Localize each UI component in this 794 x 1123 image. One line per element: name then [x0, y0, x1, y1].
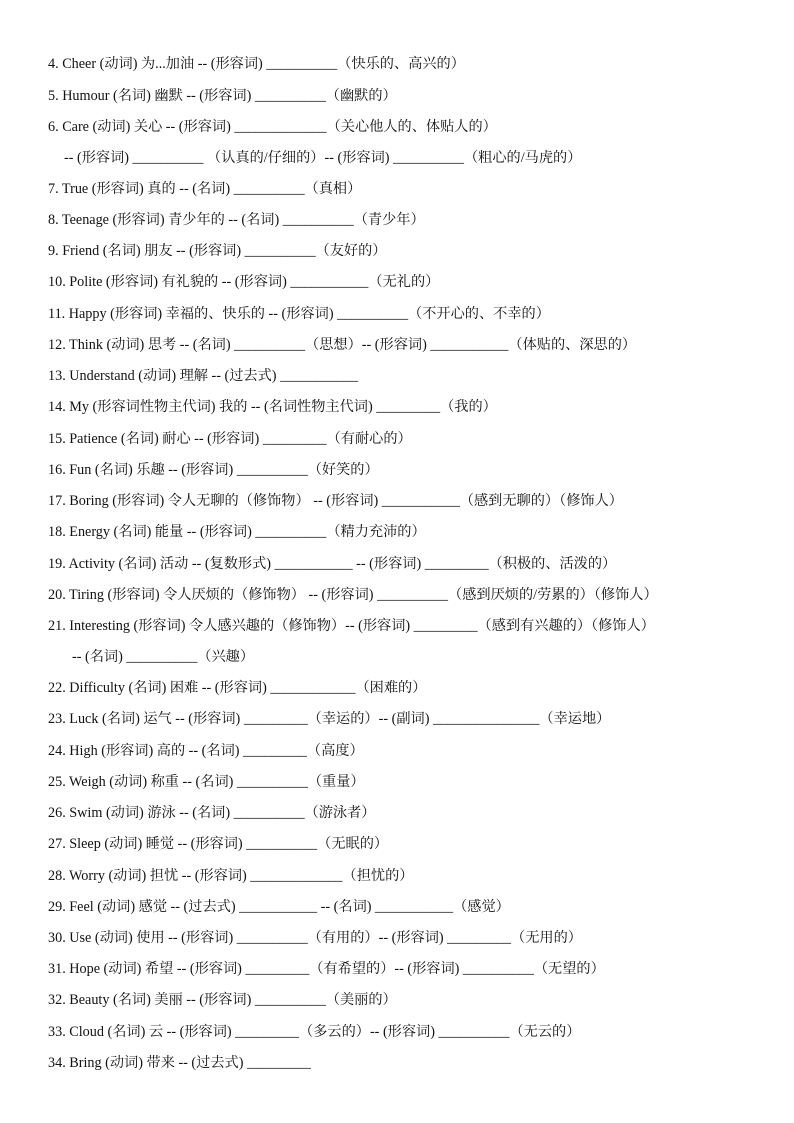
item-7: 7. True (形容词) 真的 -- (名词) __________（真相） [48, 181, 362, 197]
item-9: 9. Friend (名词) 朋友 -- (形容词) __________（友好的） [48, 243, 387, 259]
item-21-continuation: -- (名词) __________（兴趣） [72, 649, 255, 665]
item-32: 32. Beauty (名词) 美丽 -- (形容词) __________（美丽的） [48, 992, 397, 1008]
item-13: 13. Understand (动词) 理解 -- (过去式) ___________ [48, 368, 359, 384]
item-6: 6. Care (动词) 关心 -- (形容词) _____________（关心他人的、体贴人的） [48, 119, 497, 135]
item-14: 14. My (形容词性物主代词) 我的 -- (名词性物主代词) _________（我的） [48, 399, 497, 415]
item-23: 23. Luck (名词) 运气 -- (形容词) _________（幸运的）-- (副词) _______________（幸运地） [48, 711, 611, 727]
item-29: 29. Feel (动词) 感觉 -- (过去式) ___________ -- (名词) ___________（感觉） [48, 899, 510, 915]
item-8: 8. Teenage (形容词) 青少年的 -- (名词) __________（青少年） [48, 212, 425, 228]
item-26: 26. Swim (动词) 游泳 -- (名词) __________（游泳者） [48, 805, 376, 821]
item-17: 17. Boring (形容词) 令人无聊的（修饰物） -- (形容词) ___________（感到无聊的）（修饰人） [48, 493, 623, 509]
item-4: 4. Cheer (动词) 为...加油 -- (形容词) __________（快乐的、高兴的） [48, 56, 465, 72]
item-33: 33. Cloud (名词) 云 -- (形容词) _________（多云的）-- (形容词) __________（无云的） [48, 1024, 581, 1040]
item-21: 21. Interesting (形容词) 令人感兴趣的（修饰物）-- (形容词) _________（感到有兴趣的）（修饰人） [48, 618, 655, 634]
item-18: 18. Energy (名词) 能量 -- (形容词) __________（精力充沛的） [48, 524, 426, 540]
item-5: 5. Humour (名词) 幽默 -- (形容词) __________（幽默的） [48, 88, 397, 104]
item-30: 30. Use (动词) 使用 -- (形容词) __________（有用的）-- (形容词) _________（无用的） [48, 930, 582, 946]
item-6-continuation: -- (形容词) __________ （认真的/仔细的）-- (形容词) __________（粗心的/马虎的） [64, 150, 582, 166]
item-11: 11. Happy (形容词) 幸福的、快乐的 -- (形容词) __________（不开心的、不幸的） [48, 306, 550, 322]
item-10: 10. Polite (形容词) 有礼貌的 -- (形容词) ___________（无礼的） [48, 274, 440, 290]
item-16: 16. Fun (名词) 乐趣 -- (形容词) __________（好笑的） [48, 462, 379, 478]
item-27: 27. Sleep (动词) 睡觉 -- (形容词) __________（无眠的） [48, 836, 389, 852]
item-15: 15. Patience (名词) 耐心 -- (形容词) _________（有耐心的） [48, 431, 412, 447]
item-31: 31. Hope (动词) 希望 -- (形容词) _________（有希望的）-- (形容词) __________（无望的） [48, 961, 605, 977]
item-12: 12. Think (动词) 思考 -- (名词) __________（思想）-- (形容词) ___________（体贴的、深思的） [48, 337, 637, 353]
item-28: 28. Worry (动词) 担忧 -- (形容词) _____________（担忧的） [48, 868, 414, 884]
item-22: 22. Difficulty (名词) 困难 -- (形容词) ____________（困难的） [48, 680, 427, 696]
item-24: 24. High (形容词) 高的 -- (名词) _________（高度） [48, 743, 364, 759]
item-34: 34. Bring (动词) 带来 -- (过去式) _________ [48, 1055, 311, 1071]
item-25: 25. Weigh (动词) 称重 -- (名词) __________（重量） [48, 774, 365, 790]
item-20: 20. Tiring (形容词) 令人厌烦的（修饰物） -- (形容词) __________（感到厌烦的/劳累的）（修饰人） [48, 587, 658, 603]
item-19: 19. Activity (名词) 活动 -- (复数形式) ___________ -- (形容词) _________（积极的、活泼的） [48, 556, 617, 572]
